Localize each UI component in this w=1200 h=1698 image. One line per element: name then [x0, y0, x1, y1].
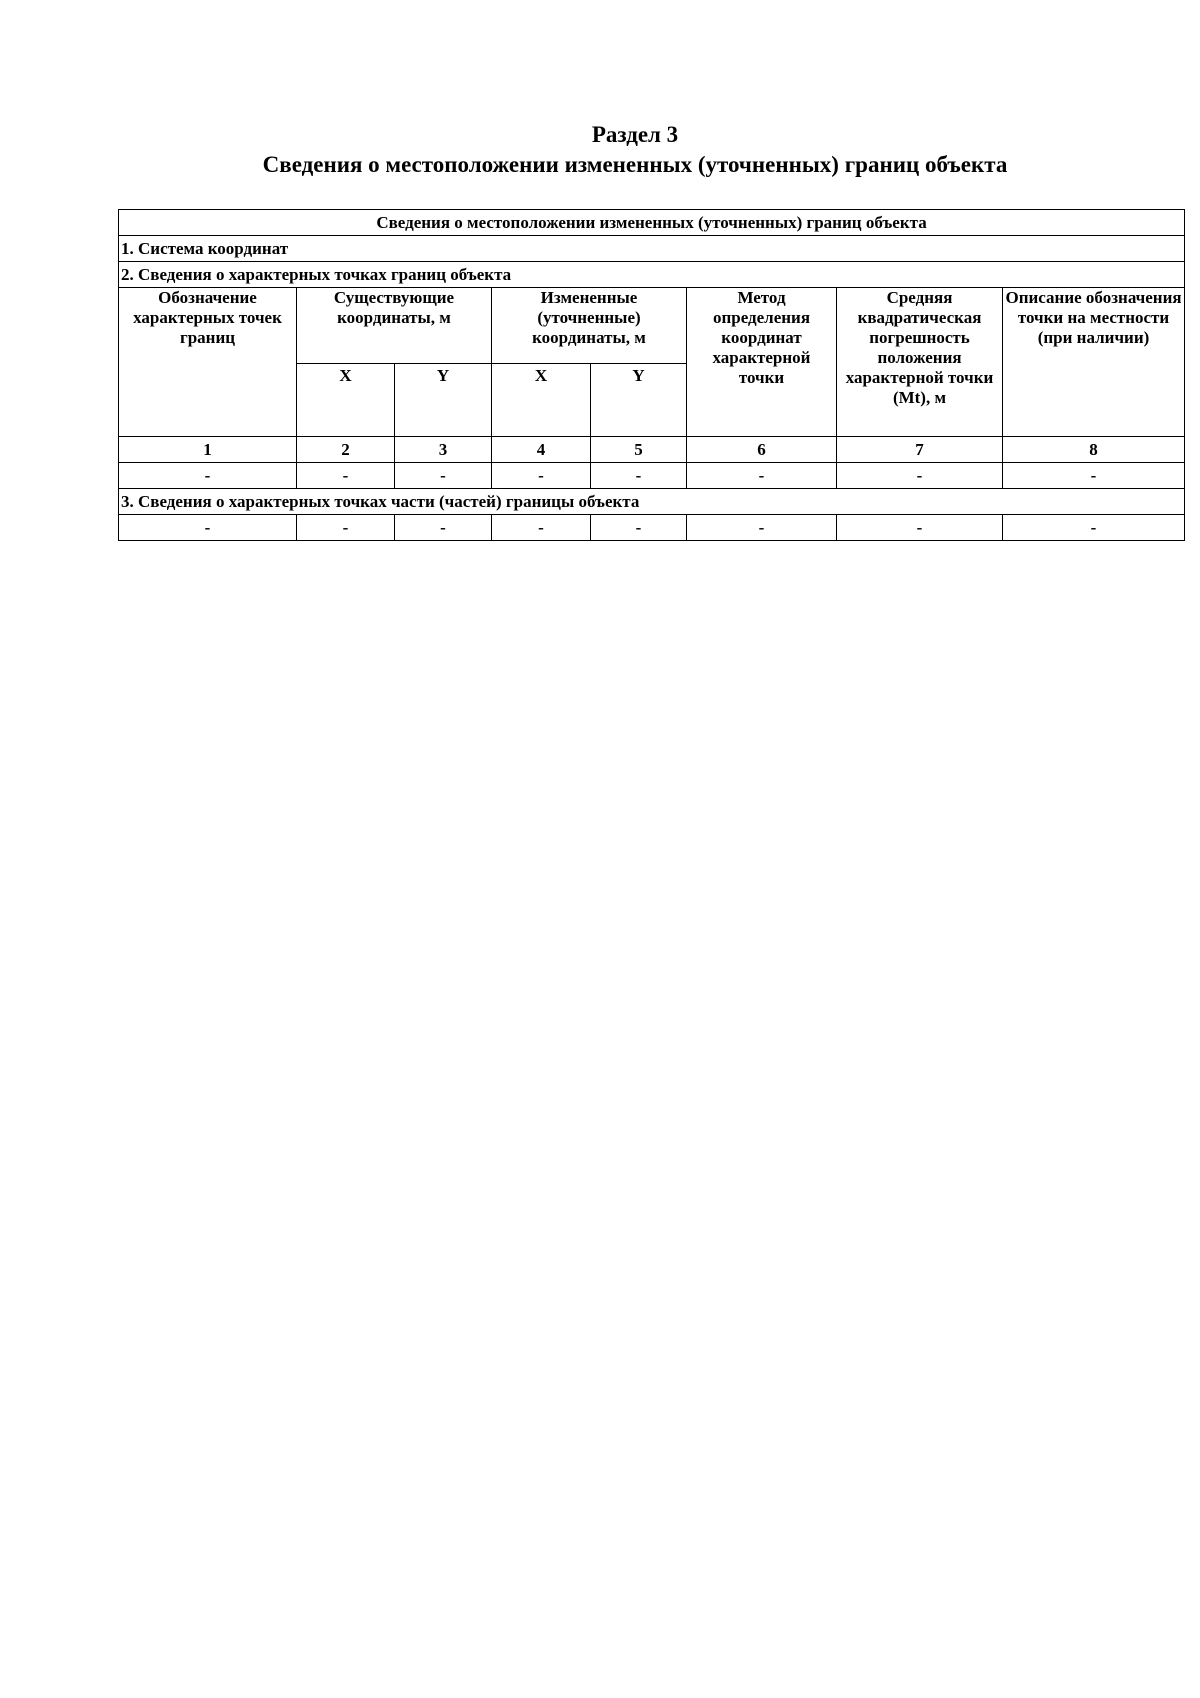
table-row: [119, 515, 1185, 541]
header-existing-y: Y: [395, 363, 492, 437]
table-cell: -: [591, 515, 687, 541]
header-changed-y: Y: [591, 363, 687, 437]
table-caption: Сведения о местоположении измененных (уточненных) границ объекта: [119, 210, 1185, 236]
header-changed-coordinates: Измененные (уточненные) координаты, м: [492, 288, 687, 364]
header-mean-square-error: Средняя квадратическая погрешность положения характерной точки (Mt), м: [837, 288, 1003, 437]
table-cell: -: [1003, 463, 1185, 489]
header-method: Метод определения координат характерной точки: [687, 288, 837, 437]
column-number: 6: [687, 437, 837, 463]
header-changed-x: X: [492, 363, 591, 437]
table-cell: -: [395, 463, 492, 489]
table-cell: -: [119, 463, 297, 489]
table-cell: -: [687, 515, 837, 541]
column-number: 8: [1003, 437, 1185, 463]
boundaries-table: [118, 209, 1185, 541]
column-number: 3: [395, 437, 492, 463]
header-point-description: Описание обозначения точки на местности (при наличии): [1003, 288, 1185, 437]
column-number: 5: [591, 437, 687, 463]
column-number: 4: [492, 437, 591, 463]
table-cell: -: [687, 463, 837, 489]
header-existing-x: X: [297, 363, 395, 437]
column-number: 1: [119, 437, 297, 463]
row-boundary-parts: 3. Сведения о характерных точках части (частей) границы объекта: [119, 489, 1185, 515]
column-number: 2: [297, 437, 395, 463]
header-point-designation: Обозначение характерных точек границ: [119, 288, 297, 437]
table-cell: -: [591, 463, 687, 489]
table-cell: -: [297, 515, 395, 541]
table-cell: -: [837, 515, 1003, 541]
column-numbers-row: [119, 437, 1185, 463]
table-cell: -: [1003, 515, 1185, 541]
row-characteristic-points: 2. Сведения о характерных точках границ объекта: [119, 262, 1185, 288]
table-cell: -: [395, 515, 492, 541]
table-cell: -: [297, 463, 395, 489]
section-title: Сведения о местоположении измененных (уточненных) границ объекта: [262, 152, 1008, 177]
table-cell: -: [492, 515, 591, 541]
section-number: Раздел 3: [591, 122, 679, 147]
table-cell: -: [119, 515, 297, 541]
header-existing-coordinates: Существующие координаты, м: [297, 288, 492, 364]
table-row: [119, 463, 1185, 489]
table-cell: -: [837, 463, 1003, 489]
column-number: 7: [837, 437, 1003, 463]
table-cell: -: [492, 463, 591, 489]
row-coordinate-system: 1. Система координат: [119, 236, 1185, 262]
